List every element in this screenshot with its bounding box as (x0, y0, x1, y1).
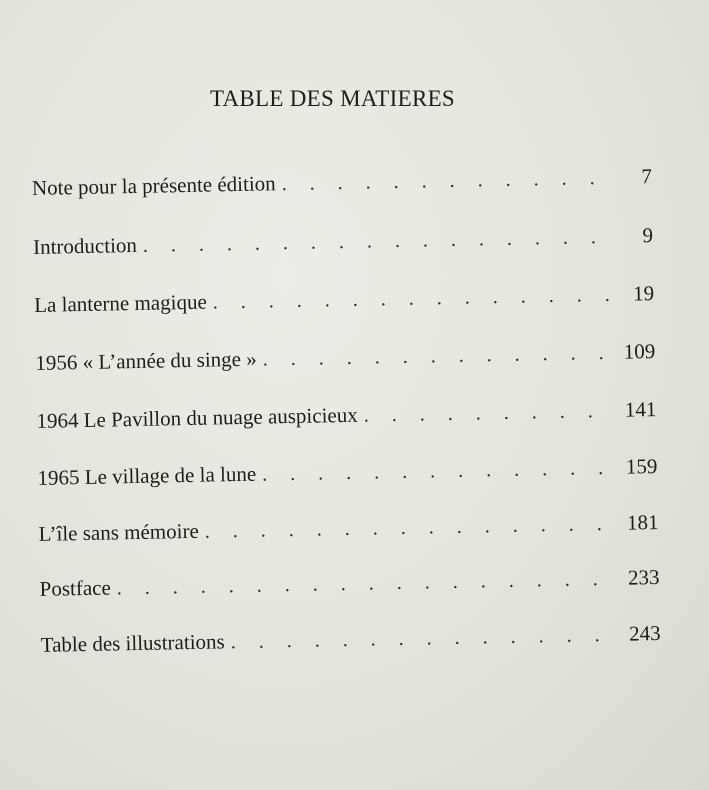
toc-entry (41, 621, 661, 661)
dot-leader (143, 226, 610, 258)
dot-leader (213, 284, 611, 315)
toc-entry-page: 233 (627, 564, 660, 590)
toc-entry (39, 565, 659, 605)
toc-entry-page: 243 (628, 620, 661, 646)
page-title: TABLE DES MATIERES (209, 86, 456, 111)
dot-leader (281, 167, 608, 196)
toc-entry-page: 141 (624, 397, 657, 422)
toc-entry (38, 510, 658, 550)
toc-entry (36, 397, 656, 437)
toc-entry-page: 181 (626, 509, 659, 535)
dot-leader (263, 342, 612, 372)
dot-leader (117, 568, 616, 601)
dot-leader (364, 400, 613, 428)
toc-entry-label: 1964 Le Pavillon du nuage auspicieux (36, 402, 358, 433)
dot-leader (205, 513, 615, 544)
toc-entry-page: 109 (623, 339, 656, 364)
toc-entry-label: La lanterne magique (33, 289, 207, 317)
toc-entry (35, 339, 655, 379)
dot-leader (262, 457, 614, 487)
toc-entry-label: Postface (39, 575, 112, 601)
toc-entry-label: Introduction (32, 232, 138, 259)
toc-entry-page: 19 (632, 281, 655, 306)
toc-entry-page: 9 (642, 223, 654, 248)
toc-entry-label: 1965 Le village de la lune (37, 461, 257, 490)
toc-entry (37, 454, 657, 494)
toc-entry-label: 1956 « L’année du singe » (35, 346, 257, 375)
toc-entry-label: Note pour la présente édition (31, 171, 276, 200)
toc-entry-label: L’île sans mémoire (38, 518, 199, 546)
toc-entry (33, 223, 653, 263)
toc-entry-page: 159 (625, 454, 658, 479)
toc-entry-label: Table des illustrations (40, 629, 225, 657)
toc-entry (34, 281, 654, 321)
toc-entry (32, 164, 652, 204)
toc-entry-page: 7 (641, 164, 653, 189)
dot-leader (231, 624, 617, 654)
